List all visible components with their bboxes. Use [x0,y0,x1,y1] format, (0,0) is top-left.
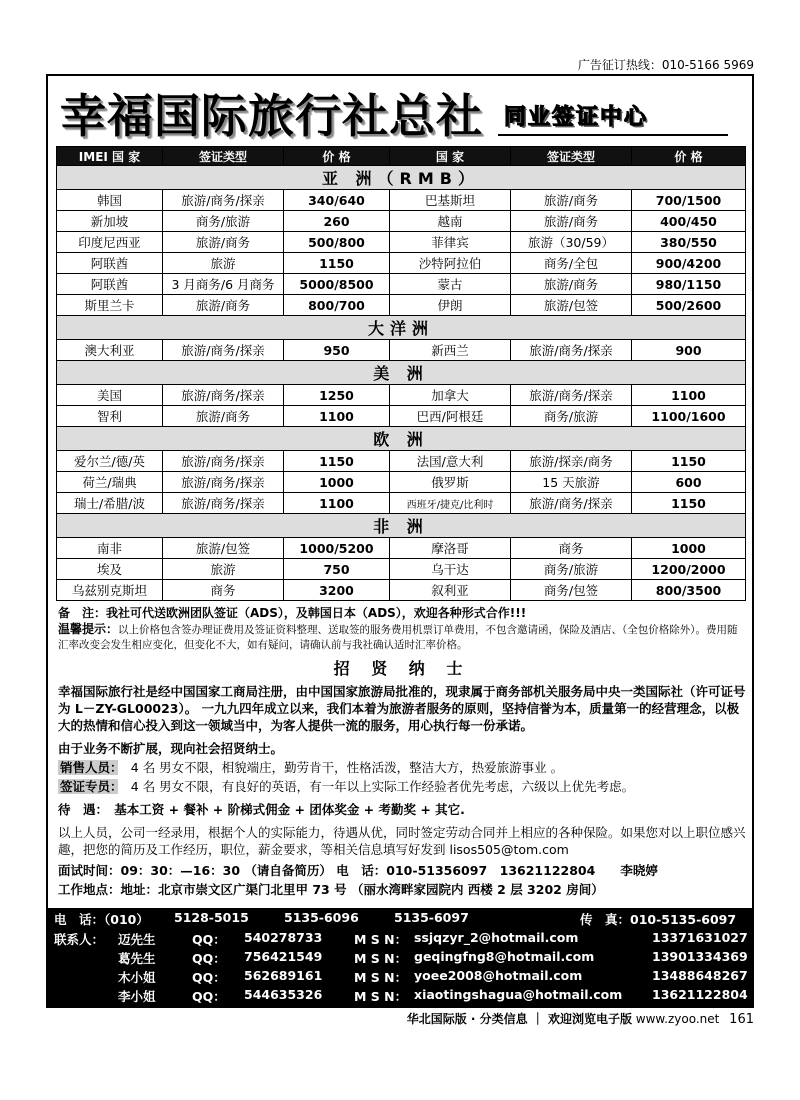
price-cell: 1100 [284,406,390,427]
visa-text: 4 名 男女不限，有良好的英语，有一年以上实际工作经验者优先考虑，六级以上优先考虑。 [130,779,635,794]
table-header-row [57,147,746,166]
visa-type-cell: 商务/旅游 [163,211,284,232]
visa-type-cell: 旅游/商务/探亲 [163,472,284,493]
page-number: 161 [729,1012,754,1027]
country-cell: 瑞士/希腊/波 [57,493,163,514]
country-cell: 蒙古 [390,274,511,295]
header-visa-type: 签证类型 [163,147,284,166]
visa-type-cell: 15 天旅游 [511,472,632,493]
visa-type-cell: 旅游/商务 [511,274,632,295]
header-price: 价 格 [284,147,390,166]
visa-type-cell: 旅游/商务 [163,232,284,253]
msn-label: M S N： [354,932,408,947]
qq-number: 562689161 [244,968,323,983]
visa-label: 签证专员： [60,779,117,794]
price-cell: 900 [632,340,746,361]
country-cell: 智利 [57,406,163,427]
visa-type-cell: 旅游/商务/探亲 [511,493,632,514]
visa-type-cell: 旅游/商务 [511,211,632,232]
visa-type-cell: 旅游/商务 [163,295,284,316]
country-cell: 西班牙/捷克/比利时 [390,493,511,514]
mobile-number: 13901334369 [652,949,748,964]
table-row [57,232,746,253]
price-cell: 700/1500 [632,190,746,211]
region-name: 亚 洲（RMB） [57,166,746,190]
visa-type-cell: 商务/旅游 [511,559,632,580]
visa-type-cell: 旅游/商务/探亲 [163,493,284,514]
apply-text: 以上人员，公司一经录用，根据个人的实际能力，待遇从优，同时签定劳动合同并上相应的各种保险。如果您对以上职位感兴趣，把您的简历及工作经历，职位，薪金要求，等相关信息填写好发到 lisos505@tom.com [58,825,746,857]
country-cell: 加拿大 [390,385,511,406]
remark-text: 我社可代送欧洲团队签证（ADS），及韩国日本（ADS），欢迎各种形式合作!!! [106,606,527,620]
footer-section: 华北国际版 · 分类信息 ｜ 欢迎浏览电子版 [406,1012,632,1026]
price-cell: 1150 [632,451,746,472]
visa-type-cell: 旅游/商务 [511,190,632,211]
visa-position [58,778,746,795]
table-row [57,253,746,274]
price-cell: 950 [284,340,390,361]
fax: 传 真：010-5135-6097 [580,912,737,927]
country-cell: 法国/意大利 [390,451,511,472]
visa-type-cell: 旅游/包签 [511,295,632,316]
table-row [57,274,746,295]
qq-label: QQ： [192,951,226,966]
visa-type-cell: 旅游/商务/探亲 [163,385,284,406]
country-cell: 韩国 [57,190,163,211]
price-cell: 1000 [284,472,390,493]
price-cell: 980/1150 [632,274,746,295]
remark-label: 备 注： [58,606,107,620]
contact-person-row [48,930,752,950]
phone-1: 5128-5015 [174,910,249,925]
msn-label: M S N： [354,951,408,966]
table-row [57,451,746,472]
phone-3: 5135-6097 [394,910,469,925]
price-cell: 1000 [632,538,746,559]
sales-position [58,759,746,776]
country-cell: 斯里兰卡 [57,295,163,316]
price-cell: 500/2600 [632,295,746,316]
table-row [57,385,746,406]
country-cell: 新加坡 [57,211,163,232]
country-cell: 菲律宾 [390,232,511,253]
country-cell: 伊朗 [390,295,511,316]
region-row [57,316,746,340]
price-cell: 750 [284,559,390,580]
recruit-heading: 招 贤 纳 士 [333,659,471,678]
msn-label: M S N： [354,989,408,1004]
visa-type-cell: 旅游/商务/探亲 [163,451,284,472]
price-table-body [57,166,746,601]
header-visa-type-2: 签证类型 [511,147,632,166]
qq-label: QQ： [192,970,226,985]
price-cell: 1150 [284,253,390,274]
price-cell: 5000/8500 [284,274,390,295]
phone-row [48,910,752,930]
table-row [57,340,746,361]
country-cell: 印度尼西亚 [57,232,163,253]
recruit-intro: 幸福国际旅行社是经中国国家工商局注册，由中国国家旅游局批准的，现隶属于商务部机关服务局中央一类国际社（许可证号为 L－ZY-GL00023）。 一九九四年成立以来，我们本着为旅游者服务的原则，坚持信誉为本，质量第一的经营理念，以极大的热情和信心投入到这一领域当中，为客人提供一流的服务，用心执行每一份承诺。 [58,684,746,733]
mobile-number: 13488648267 [652,968,748,983]
country-cell: 埃及 [57,559,163,580]
visa-type-cell: 旅游/商务/探亲 [511,385,632,406]
country-cell: 乌干达 [390,559,511,580]
table-row [57,538,746,559]
country-cell: 巴基斯坦 [390,190,511,211]
visa-type-cell: 旅游/商务/探亲 [163,190,284,211]
price-cell: 3200 [284,580,390,601]
visa-price-table [56,146,746,601]
person-name: 迈先生 [118,932,156,947]
country-cell: 澳大利亚 [57,340,163,361]
country-cell: 摩洛哥 [390,538,511,559]
price-cell: 1100/1600 [632,406,746,427]
table-row [57,493,746,514]
contact-person-row [48,949,752,969]
work-place: 工作地点：地址：北京市崇文区广渠门北里甲 73 号 （丽水湾畔家园院内 西楼 2 层 3202 房间） [58,882,604,897]
region-row [57,514,746,538]
tip-text: 以上价格包含签办理证费用及签证资料整理、送取签的服务费用机票订单费用，不包含邀请函，保险及酒店、（全包价格除外）。费用随汇率改变会发生相应变化，但变化不大，如有疑问，请确认前与我社确认适时汇率价格。 [58,624,738,651]
benefit-text: 基本工资 + 餐补 + 阶梯式佣金 + 团体奖金 + 考勤奖 + 其它. [114,802,465,817]
region-row [57,166,746,190]
qq-number: 540278733 [244,930,323,945]
country-cell: 爱尔兰/德/英 [57,451,163,472]
table-row [57,295,746,316]
contact-panel [48,908,752,1006]
table-row [57,472,746,493]
msn-address: yoee2008@hotmail.com [414,968,583,983]
country-cell: 美国 [57,385,163,406]
price-cell: 1150 [632,493,746,514]
table-row [57,190,746,211]
table-row [57,406,746,427]
region-name: 大洋洲 [57,316,746,340]
price-cell: 1100 [284,493,390,514]
country-cell: 乌兹别克斯坦 [57,580,163,601]
visa-center-subtitle: 同业签证中心 [504,105,649,130]
recruitment-section [58,660,746,900]
msn-label: M S N： [354,970,408,985]
header-country: IMEI 国 家 [57,147,163,166]
region-name: 非 洲 [57,514,746,538]
region-row [57,361,746,385]
country-cell: 南非 [57,538,163,559]
qq-number: 756421549 [244,949,323,964]
price-cell: 1150 [284,451,390,472]
visa-type-cell: 旅游 [163,559,284,580]
notes-block [58,604,746,653]
table-row [57,580,746,601]
region-name: 欧 洲 [57,427,746,451]
mobile-number: 13371631027 [652,930,748,945]
price-cell: 1100 [632,385,746,406]
tip-line [58,622,746,653]
price-cell: 500/800 [284,232,390,253]
agency-title: 幸福国际旅行社总社 [60,89,483,143]
interview-time: 面试时间：09：30：—16：30 （请自备简历） 电 话：010-51356097 13621122804 李晓婷 [58,863,658,878]
person-name: 李小姐 [118,989,156,1004]
msn-address: xiaotingshagua@hotmail.com [414,987,623,1002]
region-row [57,427,746,451]
footer-url: www.zyoo.net [635,1012,720,1026]
header-price-2: 价 格 [632,147,746,166]
country-cell: 俄罗斯 [390,472,511,493]
benefits [58,801,746,818]
contact-person-row [48,968,752,988]
page-footer [407,1010,754,1027]
msn-address: geqingfng8@hotmail.com [414,949,595,964]
phone-2: 5135-6096 [284,910,359,925]
ad-hotline: 广告征订热线：010-5166 5969 [577,58,754,72]
tip-label: 温馨提示： [58,622,119,636]
country-cell: 叙利亚 [390,580,511,601]
visa-type-cell: 商务 [163,580,284,601]
msn-address: ssjqzyr_2@hotmail.com [414,930,579,945]
ad-frame [46,74,754,1008]
table-row [57,211,746,232]
person-name: 木小姐 [118,970,156,985]
country-cell: 阿联酋 [57,253,163,274]
visa-type-cell: 旅游（30/59） [511,232,632,253]
phone-label: 电 话：（010） [54,912,149,927]
price-cell: 340/640 [284,190,390,211]
header-country-2: 国 家 [390,147,511,166]
recruit-expand: 由于业务不断扩展，现向社会招贤纳士。 [58,741,284,756]
visa-type-cell: 商务/全包 [511,253,632,274]
price-cell: 1000/5200 [284,538,390,559]
qq-number: 544635326 [244,987,323,1002]
visa-type-cell: 旅游/商务/探亲 [163,340,284,361]
qq-label: QQ： [192,932,226,947]
remark-line [58,604,746,622]
visa-type-cell: 旅游/包签 [163,538,284,559]
contact-label: 联系人： [54,932,105,947]
price-cell: 400/450 [632,211,746,232]
price-cell: 1200/2000 [632,559,746,580]
visa-type-cell: 旅游/探亲/商务 [511,451,632,472]
price-cell: 260 [284,211,390,232]
country-cell: 新西兰 [390,340,511,361]
visa-type-cell: 3 月商务/6 月商务 [163,274,284,295]
table-row [57,559,746,580]
country-cell: 荷兰/瑞典 [57,472,163,493]
person-name: 葛先生 [118,951,156,966]
country-cell: 巴西/阿根廷 [390,406,511,427]
visa-type-cell: 商务/包签 [511,580,632,601]
subtitle-underline [498,134,728,136]
country-cell: 沙特阿拉伯 [390,253,511,274]
price-cell: 1250 [284,385,390,406]
price-cell: 600 [632,472,746,493]
mobile-number: 13621122804 [652,987,748,1002]
price-cell: 800/700 [284,295,390,316]
price-cell: 800/3500 [632,580,746,601]
price-cell: 380/550 [632,232,746,253]
region-name: 美 洲 [57,361,746,385]
benefit-label: 待 遇： [58,802,102,817]
visa-type-cell: 商务/旅游 [511,406,632,427]
visa-type-cell: 旅游/商务 [163,406,284,427]
visa-type-cell: 旅游 [163,253,284,274]
price-cell: 900/4200 [632,253,746,274]
qq-label: QQ： [192,989,226,1004]
visa-type-cell: 旅游/商务/探亲 [511,340,632,361]
visa-type-cell: 商务 [511,538,632,559]
country-cell: 阿联酋 [57,274,163,295]
contact-person-row [48,987,752,1007]
sales-label: 销售人员： [60,760,117,775]
country-cell: 越南 [390,211,511,232]
sales-text: 4 名 男女不限，相貌端庄，勤劳肯干，性格活泼，整洁大方，热爱旅游事业 。 [130,760,564,775]
